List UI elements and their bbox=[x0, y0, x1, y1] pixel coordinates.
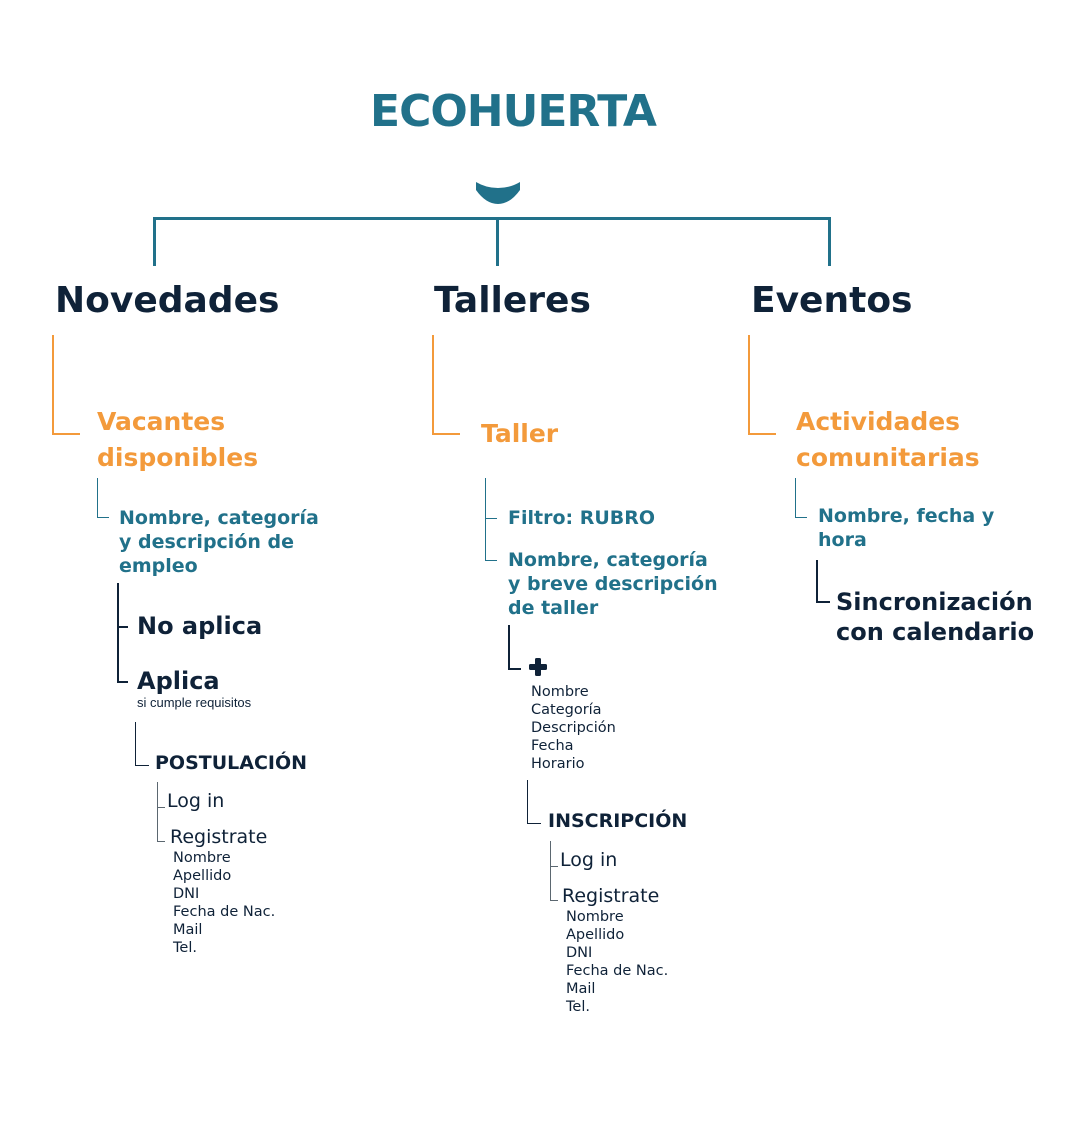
detail-empleo: Nombre, categoría y descripción de empleo bbox=[119, 507, 319, 577]
bracket-horizontal bbox=[157, 841, 165, 842]
bracket-vertical bbox=[508, 625, 510, 669]
field-item: Apellido bbox=[566, 927, 625, 943]
plus-icon bbox=[528, 657, 548, 677]
subcategory-actividades: Actividades comunitarias bbox=[796, 407, 980, 472]
bracket-horizontal bbox=[117, 681, 128, 683]
detail-taller: Nombre, categoría y breve descripción de taller bbox=[508, 549, 718, 619]
subcategory-vacantes: Vacantes disponibles bbox=[97, 407, 259, 472]
detail-evento: Nombre, fecha y hora bbox=[818, 505, 995, 551]
field-item: Mail bbox=[566, 981, 596, 997]
bracket-vertical bbox=[97, 478, 98, 518]
field-item: Nombre bbox=[173, 850, 231, 866]
field-item: Fecha de Nac. bbox=[173, 904, 276, 920]
field-item: Tel. bbox=[566, 999, 590, 1015]
bracket-horizontal bbox=[432, 433, 460, 435]
field-item: Mail bbox=[173, 922, 203, 938]
bracket-horizontal bbox=[748, 433, 776, 435]
bracket-horizontal bbox=[527, 823, 541, 824]
login-link: Log in bbox=[560, 849, 618, 871]
field-item: Descripción bbox=[531, 720, 616, 736]
option-aplica: Aplica bbox=[137, 667, 220, 695]
subcategory-taller: Taller bbox=[481, 419, 559, 448]
bracket-vertical bbox=[135, 722, 136, 766]
field-item: Fecha bbox=[531, 738, 574, 754]
bracket-horizontal bbox=[157, 807, 165, 808]
field-item: DNI bbox=[173, 886, 200, 902]
bracket-horizontal bbox=[508, 668, 521, 670]
bracket-horizontal bbox=[550, 900, 558, 901]
bracket-vertical bbox=[157, 782, 158, 842]
title-text: ECOHUERTA bbox=[370, 86, 656, 137]
register-link: Registrate bbox=[170, 826, 268, 848]
category-eventos: Eventos bbox=[751, 280, 913, 321]
chevron-down-icon bbox=[474, 178, 522, 206]
category-talleres: Talleres bbox=[434, 280, 591, 321]
field-item: Nombre bbox=[531, 684, 589, 700]
add-fields bbox=[531, 683, 616, 773]
connector-novedades bbox=[153, 217, 156, 266]
bracket-vertical bbox=[432, 335, 434, 435]
bracket-vertical bbox=[748, 335, 750, 435]
register-link: Registrate bbox=[562, 885, 660, 907]
login-link: Log in bbox=[167, 790, 225, 812]
field-item: Categoría bbox=[531, 702, 602, 718]
bracket-horizontal bbox=[816, 601, 830, 603]
top-connector-horizontal bbox=[153, 217, 831, 220]
field-item: Apellido bbox=[173, 868, 232, 884]
bracket-horizontal bbox=[485, 518, 497, 519]
field-item: Nombre bbox=[566, 909, 624, 925]
bracket-horizontal bbox=[550, 866, 558, 867]
bracket-horizontal bbox=[117, 626, 128, 628]
bracket-vertical bbox=[527, 780, 528, 824]
postulacion-label: POSTULACIÓN bbox=[155, 752, 308, 774]
bracket-vertical bbox=[117, 583, 119, 683]
field-item: DNI bbox=[566, 945, 593, 961]
bracket-vertical bbox=[52, 335, 54, 435]
bracket-vertical bbox=[795, 478, 796, 518]
bracket-vertical bbox=[485, 478, 486, 561]
bracket-horizontal bbox=[485, 560, 497, 561]
connector-eventos bbox=[828, 217, 831, 266]
register-fields bbox=[173, 849, 275, 957]
filter-rubro: Filtro: RUBRO bbox=[508, 507, 656, 529]
field-item: Tel. bbox=[173, 940, 197, 956]
connector-talleres bbox=[496, 217, 499, 266]
bracket-horizontal bbox=[52, 433, 80, 435]
category-novedades: Novedades bbox=[55, 280, 280, 321]
field-item: Fecha de Nac. bbox=[566, 963, 669, 979]
register-fields bbox=[566, 908, 668, 1016]
bracket-horizontal bbox=[97, 517, 109, 518]
bracket-vertical bbox=[550, 841, 551, 901]
option-no-aplica: No aplica bbox=[137, 612, 263, 640]
field-item: Horario bbox=[531, 756, 585, 772]
sync-calendar: Sincronización con calendario bbox=[836, 588, 1035, 646]
inscripcion-label: INSCRIPCIÓN bbox=[548, 810, 688, 832]
bracket-horizontal bbox=[135, 765, 149, 766]
bracket-vertical bbox=[816, 560, 818, 602]
bracket-horizontal bbox=[795, 517, 807, 518]
diagram-title bbox=[0, 86, 1080, 137]
aplica-note: si cumple requisitos bbox=[137, 695, 252, 710]
